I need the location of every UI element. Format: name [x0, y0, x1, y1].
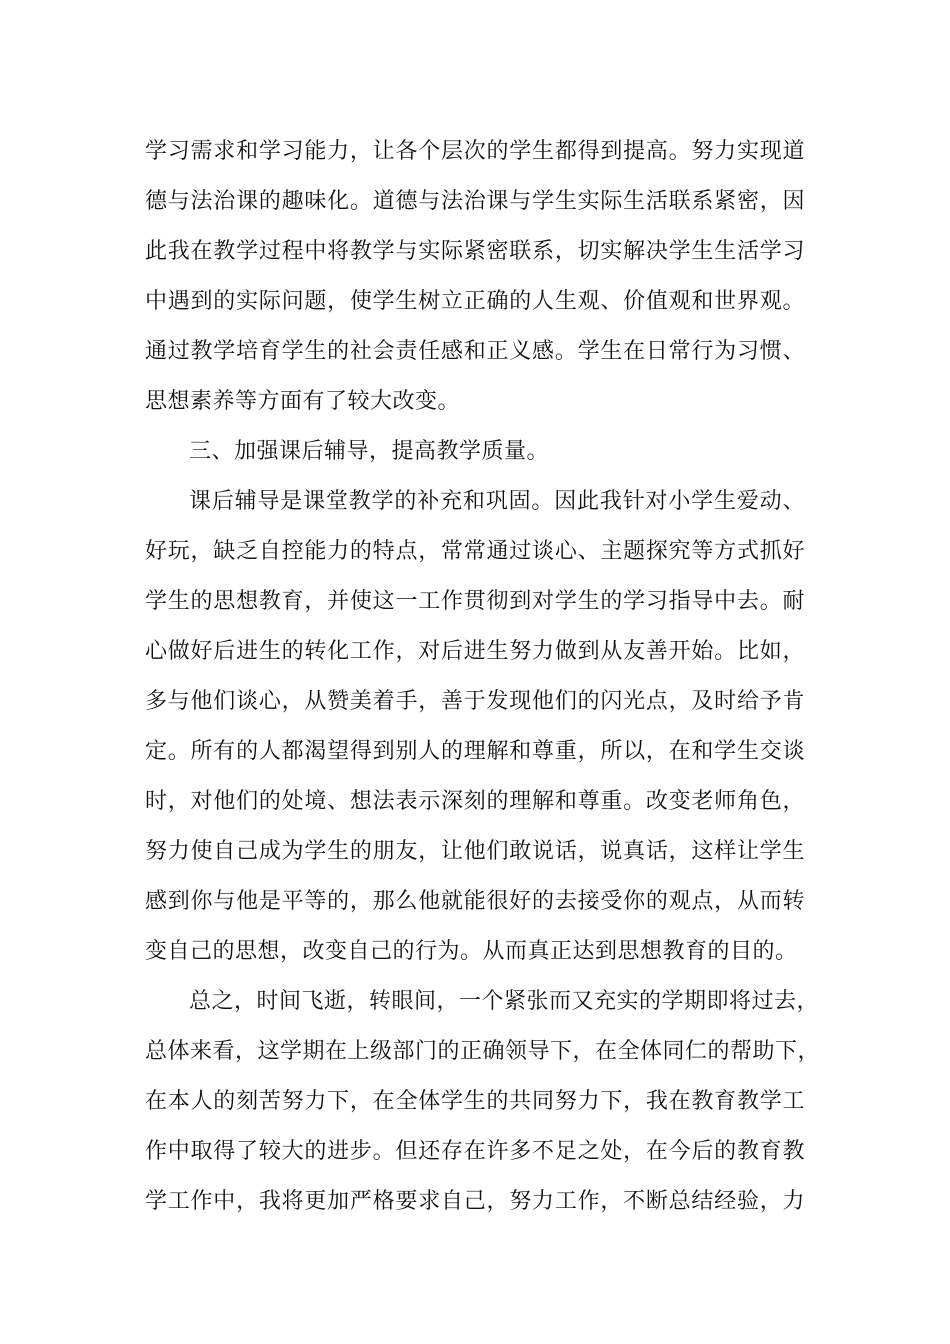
- text-line: 总体来看，这学期在上级部门的正确领导下，在全体同仁的帮助下，: [145, 1039, 821, 1064]
- text-line: 努力使自己成为学生的朋友，让他们敢说话，说真话，这样让学生: [145, 839, 805, 864]
- text-line: 多与他们谈心，从赞美着手，善于发现他们的闪光点，及时给予肯: [145, 689, 805, 714]
- text-line: 德与法治课的趣味化。道德与法治课与学生实际生活联系紧密，因: [145, 189, 805, 214]
- text-line: 作中取得了较大的进步。但还存在许多不足之处，在今后的教育教: [145, 1139, 805, 1164]
- text-line: 在本人的刻苦努力下，在全体学生的共同努力下，我在教育教学工: [145, 1089, 805, 1114]
- text-line: 变自己的思想，改变自己的行为。从而真正达到思想教育的目的。: [145, 939, 798, 964]
- text-line: 学习需求和学习能力，让各个层次的学生都得到提高。努力实现道: [145, 139, 805, 164]
- text-line: 心做好后进生的转化工作，对后进生努力做到从友善开始。比如，: [145, 639, 805, 664]
- text-line: 学工作中，我将更加严格要求自己，努力工作，不断总结经验，力: [145, 1189, 805, 1214]
- text-line: 通过教学培育学生的社会责任感和正义感。学生在日常行为习惯、: [145, 339, 805, 364]
- text-line: 感到你与他是平等的，那么他就能很好的去接受你的观点，从而转: [145, 889, 805, 914]
- text-line: 课后辅导是课堂教学的补充和巩固。因此我针对小学生爱动、: [189, 489, 805, 514]
- text-line: 学生的思想教育，并使这一工作贯彻到对学生的学习指导中去。耐: [145, 589, 805, 614]
- text-line: 好玩，缺乏自控能力的特点，常常通过谈心、主题探究等方式抓好: [145, 539, 805, 564]
- text-line: 定。所有的人都渴望得到别人的理解和尊重，所以，在和学生交谈: [145, 739, 805, 764]
- section-heading: 三、加强课后辅导，提高教学质量。: [189, 439, 550, 464]
- text-line: 总之，时间飞逝，转眼间，一个紧张而又充实的学期即将过去，: [189, 989, 820, 1014]
- text-line: 思想素养等方面有了较大改变。: [145, 389, 461, 414]
- text-line: 中遇到的实际问题，使学生树立正确的人生观、价值观和世界观。: [145, 289, 805, 314]
- text-line: 此我在教学过程中将教学与实际紧密联系，切实解决学生生活学习: [145, 239, 805, 264]
- text-line: 时，对他们的处境、想法表示深刻的理解和尊重。改变老师角色，: [145, 789, 805, 814]
- document-body: [145, 127, 821, 1227]
